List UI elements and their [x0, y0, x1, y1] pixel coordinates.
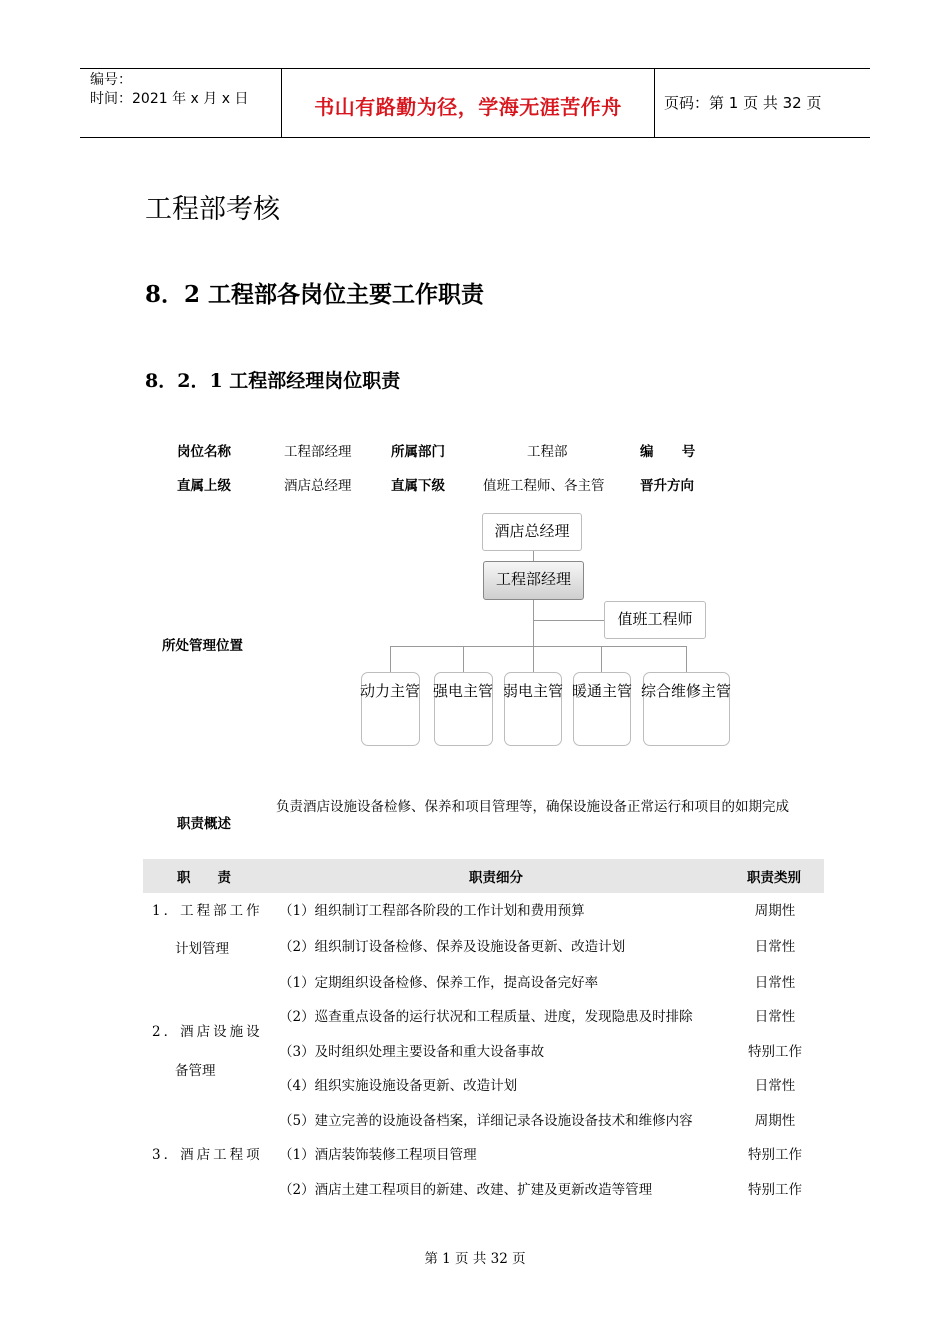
document-title: 工程部考核: [145, 194, 280, 225]
code-label: 编 号: [640, 444, 696, 460]
table-row-category: 日常性: [754, 1078, 796, 1094]
org-node-engineering-manager: 工程部经理: [483, 561, 584, 600]
table-row-detail: （2）酒店土建工程项目的新建、改建、扩建及更新改造等管理: [279, 1182, 653, 1198]
subsection-heading: 8．2．1 工程部经理岗位职责: [145, 370, 401, 392]
doc-number-label: 编号：: [90, 72, 132, 88]
table-row-detail: （5）建立完善的设施设备档案，详细记录各设施设备技术和维修内容: [279, 1113, 693, 1129]
duty-group-name: 3．酒店工程项: [152, 1147, 263, 1163]
table-row-category: 周期性: [754, 903, 796, 919]
connector-line: [533, 551, 534, 561]
superior-label: 直属上级: [177, 478, 231, 494]
page-header: [80, 68, 870, 138]
org-node-general-manager: 酒店总经理: [482, 513, 582, 551]
table-row-detail: （1）组织制订工程部各阶段的工作计划和费用预算: [279, 903, 585, 919]
org-node-maintenance-supervisor: 综合维修主管: [640, 682, 731, 700]
table-row-detail: （1）定期组织设备检修、保养工作，提高设备完好率: [279, 975, 599, 991]
promotion-label: 晋升方向: [640, 478, 694, 494]
management-position-label: 所处管理位置: [162, 638, 243, 654]
header-meta: [90, 71, 248, 109]
duty-group-name: 1．工程部工作: [152, 903, 263, 919]
table-row-category: 日常性: [754, 1009, 796, 1025]
header-motto: 书山有路勤为径，学海无涯苦作舟: [314, 95, 622, 119]
column-header-category: 职责类别: [747, 870, 801, 886]
connector-line: [533, 646, 534, 672]
connector-line: [463, 646, 464, 672]
connector-line: [533, 600, 534, 647]
org-node-hvac-supervisor: 暖通主管: [571, 682, 632, 700]
connector-line: [390, 646, 686, 647]
duty-group-name: 备管理: [175, 1063, 216, 1079]
superior-value: 酒店总经理: [284, 478, 352, 494]
table-row-detail: （4）组织实施设施设备更新、改造计划: [279, 1078, 518, 1094]
page-footer: 第 1 页 共 32 页: [424, 1251, 526, 1267]
subordinate-value: 值班工程师、各主管: [483, 478, 605, 494]
table-row-category: 周期性: [754, 1113, 796, 1129]
dept-value: 工程部: [527, 444, 568, 460]
connector-line: [533, 620, 605, 621]
table-row-category: 特别工作: [748, 1147, 802, 1163]
table-row-detail: （1）酒店装饰装修工程项目管理: [279, 1147, 477, 1163]
duty-group-name: 2．酒店设施设: [152, 1024, 263, 1040]
table-row-detail: （2）巡查重点设备的运行状况和工程质量、进度，发现隐患及时排除: [279, 1009, 693, 1025]
header-divider: [654, 69, 655, 137]
doc-time-label: 时间：2021 年 x 月 x 日: [90, 91, 249, 107]
post-name-label: 岗位名称: [177, 444, 231, 460]
summary-label: 职责概述: [177, 816, 231, 832]
table-row-category: 特别工作: [748, 1182, 802, 1198]
connector-line: [390, 646, 391, 672]
org-node-high-voltage-supervisor: 强电主管: [432, 682, 493, 700]
connector-line: [686, 646, 687, 672]
subordinate-label: 直属下级: [391, 478, 445, 494]
duty-group-name: 计划管理: [175, 941, 229, 957]
org-node-low-voltage-supervisor: 弱电主管: [502, 682, 563, 700]
table-row-category: 日常性: [754, 939, 796, 955]
column-header-detail: 职责细分: [469, 870, 523, 886]
org-node-duty-engineer: 值班工程师: [604, 601, 706, 639]
section-heading: 8．2 工程部各岗位主要工作职责: [145, 281, 485, 308]
post-name-value: 工程部经理: [284, 444, 352, 460]
org-node-power-supervisor: 动力主管: [359, 682, 420, 700]
connector-line: [601, 646, 602, 672]
table-row-detail: （3）及时组织处理主要设备和重大设备事故: [279, 1044, 545, 1060]
table-row-category: 日常性: [754, 975, 796, 991]
header-page-info: 页码：第 1 页 共 32 页: [664, 94, 822, 112]
table-row-detail: （2）组织制订设备检修、保养及设施设备更新、改造计划: [279, 939, 626, 955]
summary-text: 负责酒店设施设备检修、保养和项目管理等，确保设施设备正常运行和项目的如期完成: [276, 799, 789, 815]
table-row-category: 特别工作: [748, 1044, 802, 1060]
column-header-duty: 职 责: [177, 870, 231, 886]
dept-label: 所属部门: [391, 444, 445, 460]
